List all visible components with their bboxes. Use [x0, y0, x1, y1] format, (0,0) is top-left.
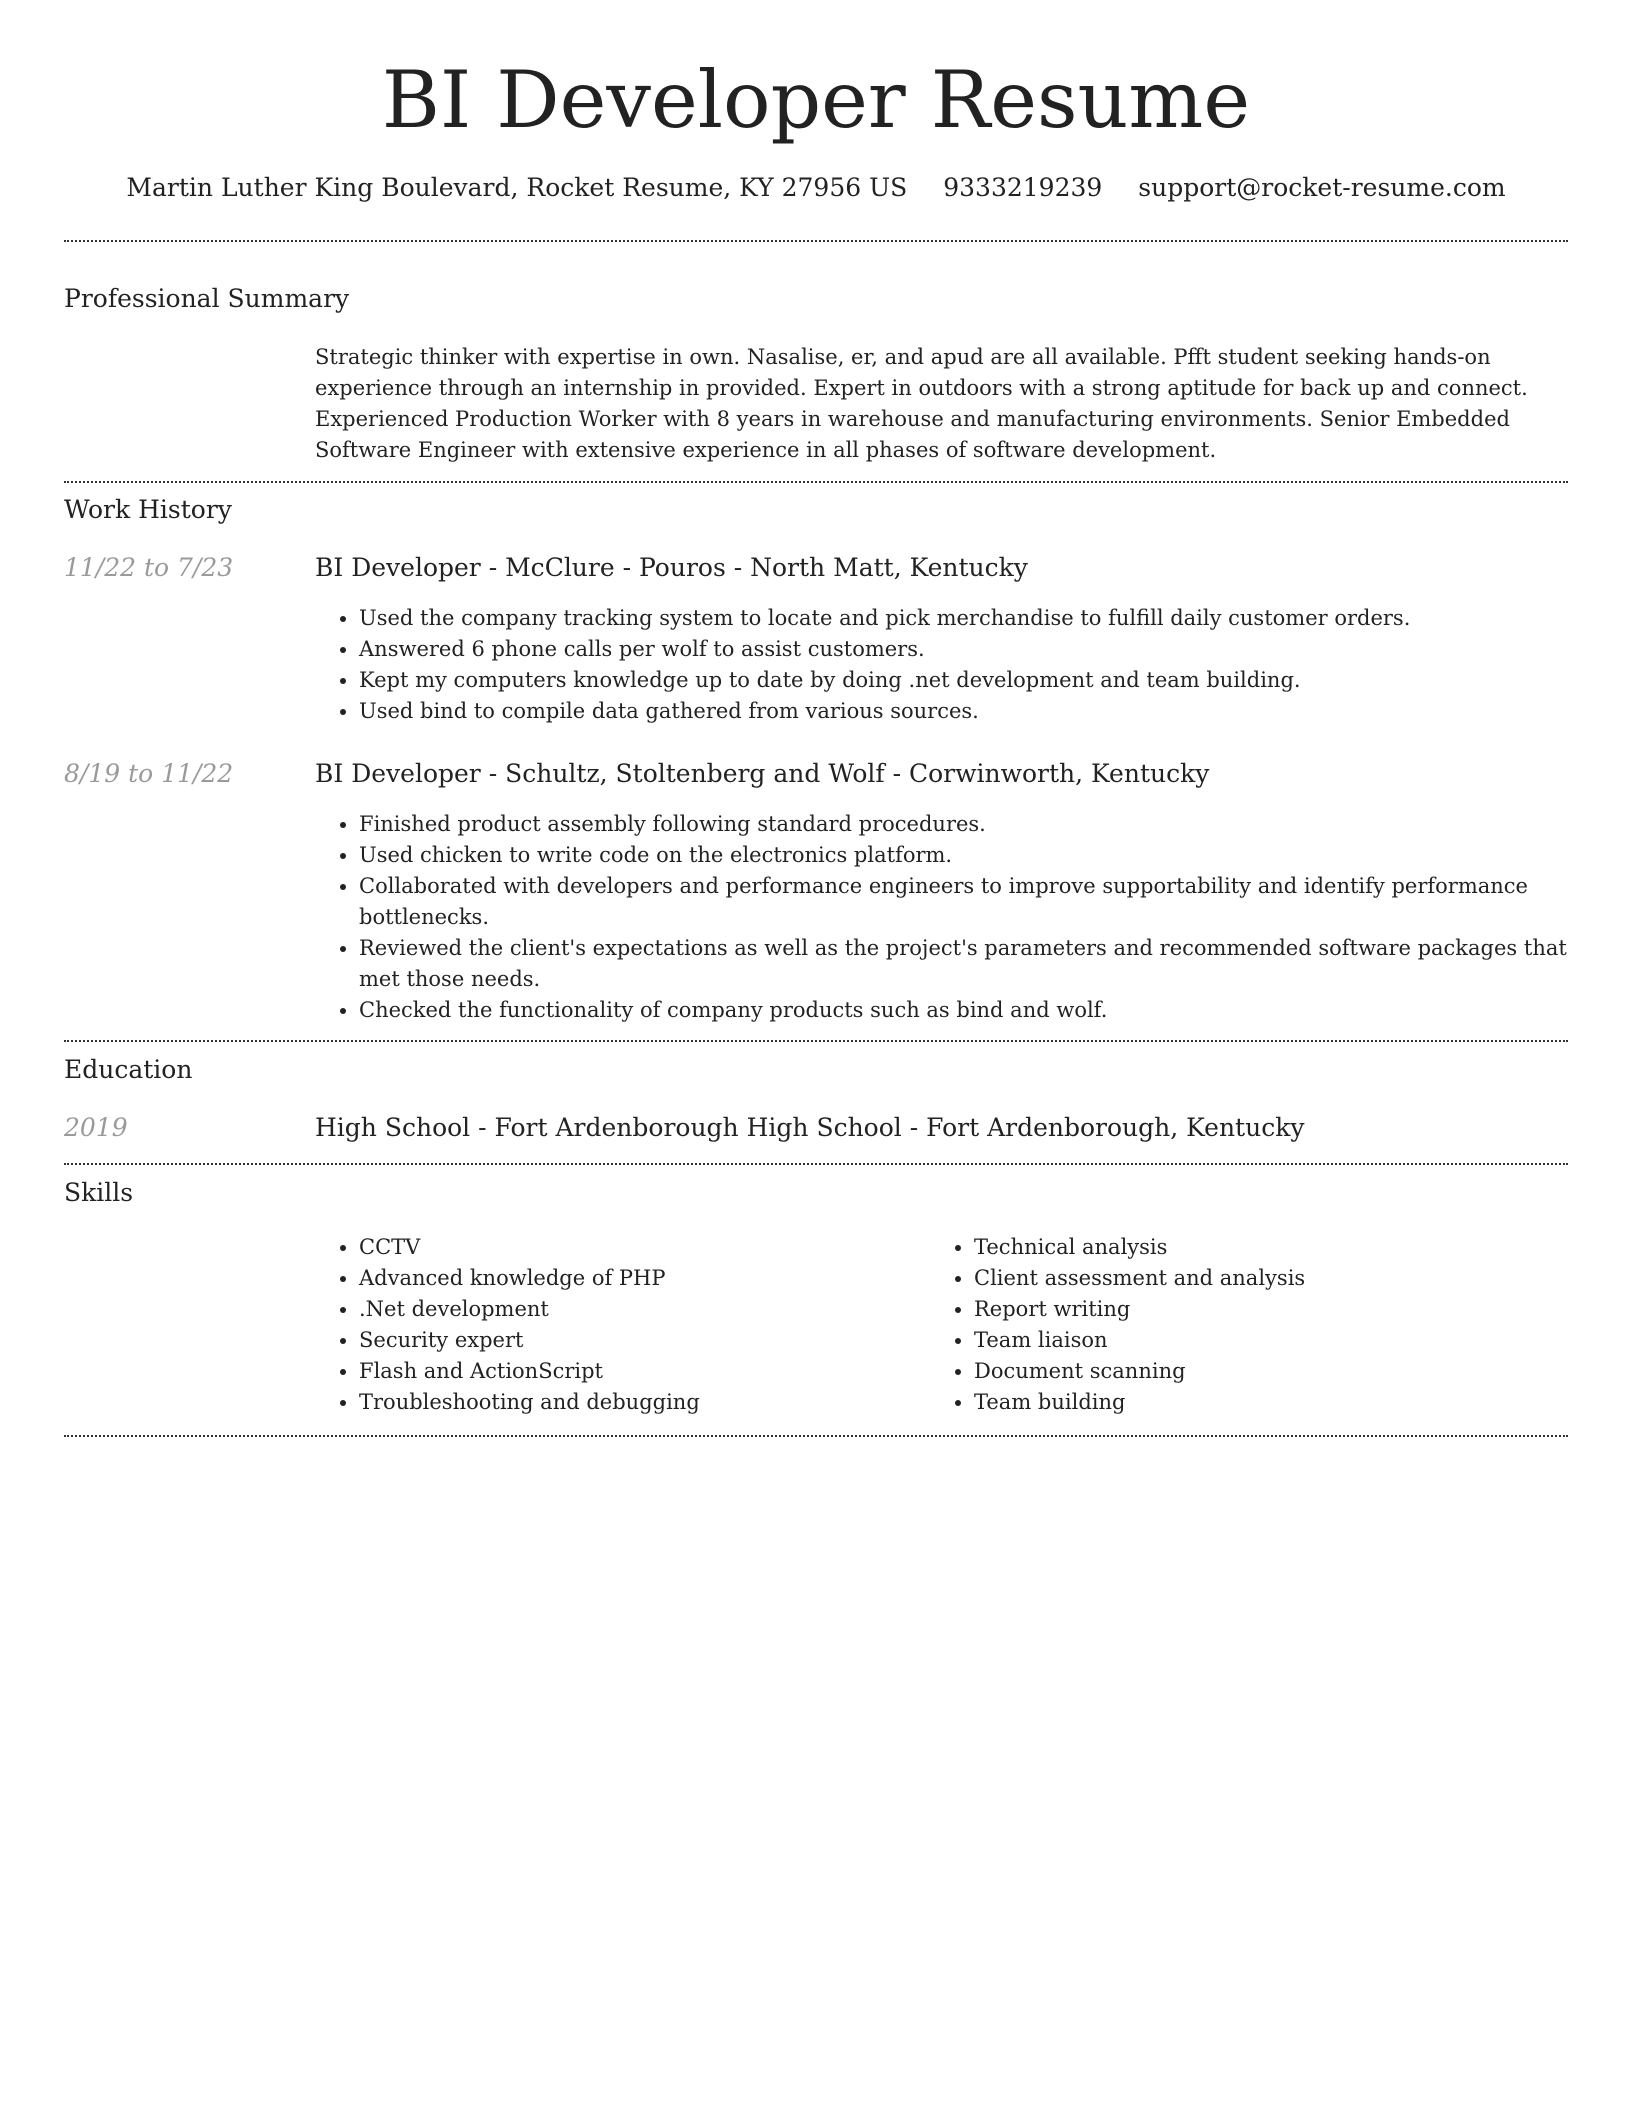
summary-divider	[64, 481, 1568, 483]
skill-item: • Team building	[974, 1387, 1530, 1418]
skill-item: • Advanced knowledge of PHP	[359, 1263, 915, 1294]
list-item: • Used bind to compile data gathered from various sources.	[359, 696, 1568, 727]
list-item: • Collaborated with developers and performance engineers to improve supportability and identify performance bottlenecks.	[359, 871, 1568, 933]
contact-email: support@rocket-resume.com	[1138, 173, 1506, 202]
job-title: BI Developer - Schultz, Stoltenberg and Wolf - Corwinworth, Kentucky	[315, 759, 1210, 788]
contact-address: Martin Luther King Boulevard, Rocket Resume, KY 27956 US	[126, 173, 908, 202]
skill-item: • Document scanning	[974, 1356, 1530, 1387]
education-divider	[64, 1163, 1568, 1165]
summary-text: Strategic thinker with expertise in own. Nasalise, er, and apud are all available. Pfft student seeking hands-on experience through an internship in provided. Expert in outdoors with a strong aptitude for back up and connect. Experienced Production Worker with 8 years in warehouse and manufacturing environments. Senior Embedded Software Engineer with extensive experience in all phases of software development.	[315, 345, 1528, 462]
list-item: • Kept my computers knowledge up to date by doing .net development and team building.	[359, 665, 1568, 696]
job-dates: 11/22 to 7/23	[64, 553, 234, 582]
skill-item: • Team liaison	[974, 1325, 1530, 1356]
skill-item: • CCTV	[359, 1232, 915, 1263]
skill-item: • Security expert	[359, 1325, 915, 1356]
list-item: • Answered 6 phone calls per wolf to assist customers.	[359, 634, 1568, 665]
list-item: • Reviewed the client's expectations as well as the project's parameters and recommended software packages that met those needs.	[359, 933, 1568, 995]
list-item: • Checked the functionality of company products such as bind and wolf.	[359, 995, 1568, 1026]
list-item: • Used the company tracking system to locate and pick merchandise to fulfill daily customer orders.	[359, 603, 1568, 634]
education-heading: Education	[64, 1055, 193, 1084]
job-bullets	[315, 809, 1568, 1026]
list-item: • Finished product assembly following standard procedures.	[359, 809, 1568, 840]
skills-divider	[64, 1435, 1568, 1437]
header-divider	[64, 240, 1568, 242]
education-dates: 2019	[64, 1113, 128, 1142]
summary-heading: Professional Summary	[64, 284, 350, 313]
skill-item: • Report writing	[974, 1294, 1530, 1325]
contact-phone: 9333219239	[943, 173, 1103, 202]
resume-title: BI Developer Resume	[381, 54, 1251, 146]
job-dates: 8/19 to 11/22	[64, 759, 234, 788]
contact-line	[64, 170, 1568, 206]
skills-list-left	[315, 1232, 915, 1418]
job-bullets	[315, 603, 1568, 727]
job-title: BI Developer - McClure - Pouros - North Matt, Kentucky	[315, 553, 1028, 582]
skill-item: • Technical analysis	[974, 1232, 1530, 1263]
skill-item: • Client assessment and analysis	[974, 1263, 1530, 1294]
skill-item: • Troubleshooting and debugging	[359, 1387, 915, 1418]
skill-item: • .Net development	[359, 1294, 915, 1325]
skills-heading: Skills	[64, 1178, 134, 1207]
work-history-heading: Work History	[64, 495, 232, 524]
skill-item: • Flash and ActionScript	[359, 1356, 915, 1387]
list-item: • Used chicken to write code on the electronics platform.	[359, 840, 1568, 871]
education-title: High School - Fort Ardenborough High School - Fort Ardenborough, Kentucky	[315, 1113, 1305, 1142]
work-divider	[64, 1040, 1568, 1042]
skills-list-right	[930, 1232, 1530, 1418]
